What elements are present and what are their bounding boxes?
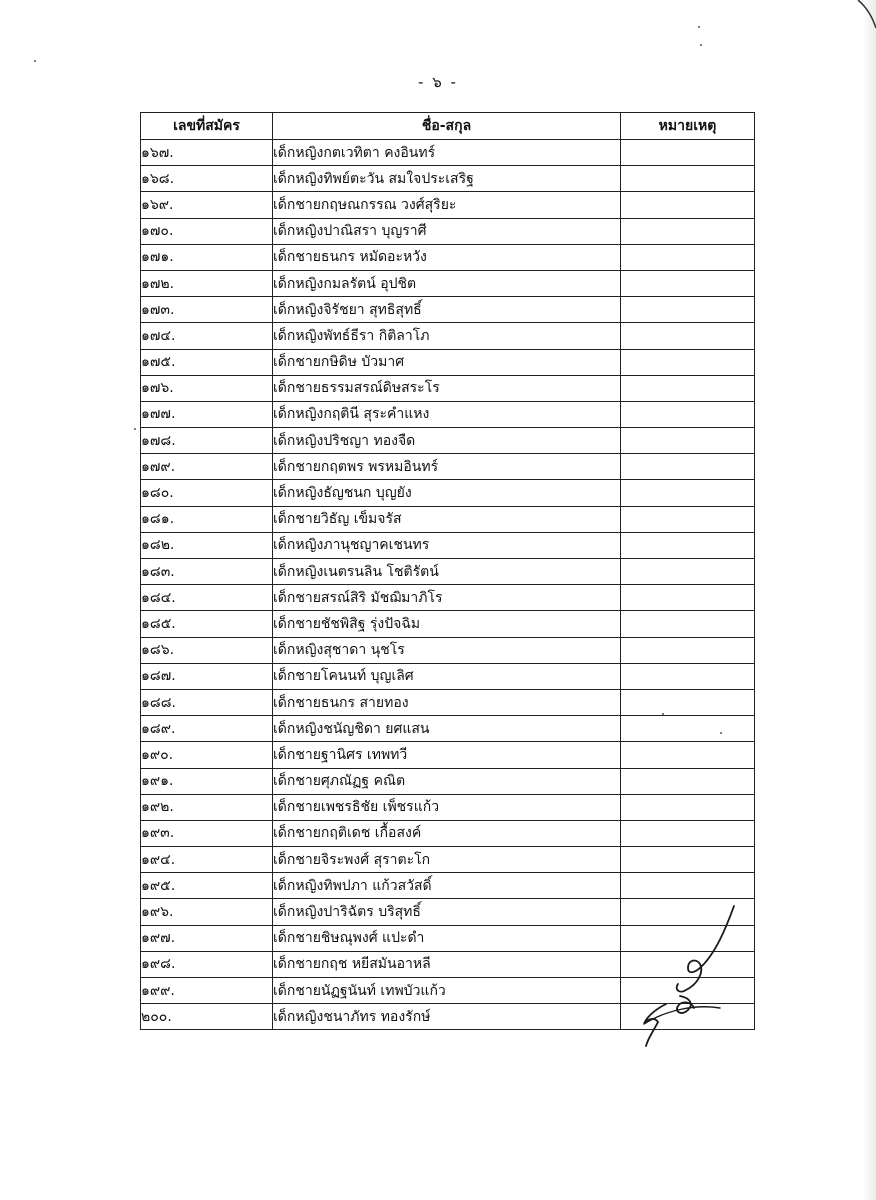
- table-row: [141, 349, 755, 375]
- application-number-cell: ๑๗๒.: [141, 270, 273, 296]
- remarks-cell: [621, 349, 755, 375]
- full-name-cell: เด็กหญิงปริชญา ทองจืด: [273, 428, 621, 454]
- full-name-cell: เด็กหญิงทิพปภา แก้วสวัสดิ์: [273, 873, 621, 899]
- application-number-cell: ๑๘๖.: [141, 637, 273, 663]
- full-name-cell: เด็กชายฐานิศร เทพทวี: [273, 742, 621, 768]
- remarks-cell: [621, 297, 755, 323]
- application-number-cell: ๑๖๗.: [141, 140, 273, 166]
- full-name-cell: เด็กหญิงกมลรัตน์ อุปชิต: [273, 270, 621, 296]
- application-number-cell: ๑๙๙.: [141, 978, 273, 1004]
- full-name-cell: เด็กชายวิธัญ เข็มจรัส: [273, 506, 621, 532]
- remarks-cell: [621, 820, 755, 846]
- table-body: [141, 140, 755, 1030]
- table-row: [141, 663, 755, 689]
- full-name-cell: เด็กหญิงสุชาดา นุชโร: [273, 637, 621, 663]
- application-number-cell: ๒๐๐.: [141, 1004, 273, 1030]
- application-number-cell: ๑๗๗.: [141, 401, 273, 427]
- application-number-cell: ๑๖๘.: [141, 166, 273, 192]
- application-number-cell: ๑๙๖.: [141, 899, 273, 925]
- remarks-cell: [621, 637, 755, 663]
- application-number-cell: ๑๙๒.: [141, 794, 273, 820]
- application-number-cell: ๑๘๔.: [141, 585, 273, 611]
- application-number-cell: ๑๙๐.: [141, 742, 273, 768]
- application-number-cell: ๑๘๓.: [141, 559, 273, 585]
- application-number-cell: ๑๗๘.: [141, 428, 273, 454]
- remarks-cell: [621, 873, 755, 899]
- application-number-cell: ๑๘๑.: [141, 506, 273, 532]
- remarks-cell: [621, 323, 755, 349]
- remarks-cell: [621, 611, 755, 637]
- full-name-cell: เด็กชายกฤตพร พรหมอินทร์: [273, 454, 621, 480]
- full-name-cell: เด็กชายกฤษณกรรณ วงศ์สุริยะ: [273, 192, 621, 218]
- full-name-cell: เด็กหญิงเนตรนลิน โชติรัตน์: [273, 559, 621, 585]
- remarks-cell: [621, 375, 755, 401]
- remarks-cell: [621, 454, 755, 480]
- table-row: [141, 401, 755, 427]
- full-name-cell: เด็กชายนัฏฐนันท์ เทพบัวแก้ว: [273, 978, 621, 1004]
- remarks-cell: [621, 401, 755, 427]
- application-number-cell: ๑๘๒.: [141, 532, 273, 558]
- remarks-cell: [621, 532, 755, 558]
- remarks-cell: [621, 559, 755, 585]
- application-number-cell: ๑๙๕.: [141, 873, 273, 899]
- full-name-cell: เด็กชายชัชพิสิฐ รุ่งปัจฉิม: [273, 611, 621, 637]
- table-row: [141, 218, 755, 244]
- remarks-cell: [621, 585, 755, 611]
- application-number-cell: ๑๗๐.: [141, 218, 273, 244]
- table-row: [141, 794, 755, 820]
- full-name-cell: เด็กหญิงปาณิสรา บุญราศี: [273, 218, 621, 244]
- remarks-cell: [621, 218, 755, 244]
- full-name-cell: เด็กหญิงปาริฉัตร บริสุทธิ์: [273, 899, 621, 925]
- application-number-cell: ๑๘๙.: [141, 716, 273, 742]
- page-corner-mark: [836, 0, 876, 40]
- applicant-table: [140, 112, 755, 1030]
- remarks-cell: [621, 768, 755, 794]
- remarks-cell: [621, 794, 755, 820]
- remarks-cell: [621, 192, 755, 218]
- remarks-cell: [621, 270, 755, 296]
- full-name-cell: เด็กหญิงธัญชนก บุญยัง: [273, 480, 621, 506]
- application-number-cell: ๑๗๕.: [141, 349, 273, 375]
- application-number-cell: ๑๘๗.: [141, 663, 273, 689]
- scan-speck: [698, 26, 700, 28]
- full-name-cell: เด็กหญิงกตเวทิตา คงอินทร์: [273, 140, 621, 166]
- remarks-cell: [621, 742, 755, 768]
- full-name-cell: เด็กหญิงชนาภัทร ทองรักษ์: [273, 1004, 621, 1030]
- remarks-cell: [621, 663, 755, 689]
- table-row: [141, 244, 755, 270]
- table-row: [141, 532, 755, 558]
- header-full-name: ชื่อ-สกุล: [273, 113, 621, 140]
- full-name-cell: เด็กหญิงกฤตินี สุระคำแหง: [273, 401, 621, 427]
- table-row: [141, 820, 755, 846]
- handwritten-signature: [636, 900, 756, 1050]
- application-number-cell: ๑๙๗.: [141, 925, 273, 951]
- application-number-cell: ๑๖๙.: [141, 192, 273, 218]
- header-application-number: เลขที่สมัคร: [141, 113, 273, 140]
- full-name-cell: เด็กชายชิษณุพงศ์ แปะดำ: [273, 925, 621, 951]
- full-name-cell: เด็กหญิงพัทธ์ธีรา กิติลาโภ: [273, 323, 621, 349]
- table-row: [141, 559, 755, 585]
- application-number-cell: ๑๙๘.: [141, 951, 273, 977]
- table-row: [141, 480, 755, 506]
- application-number-cell: ๑๘๘.: [141, 689, 273, 715]
- table-header-row: [141, 113, 755, 140]
- full-name-cell: เด็กหญิงทิพย์ตะวัน สมใจประเสริฐ: [273, 166, 621, 192]
- application-number-cell: ๑๗๓.: [141, 297, 273, 323]
- table-row: [141, 611, 755, 637]
- full-name-cell: เด็กชายศุภณัฏฐ คณิต: [273, 768, 621, 794]
- full-name-cell: เด็กหญิงชนัญชิดา ยศแสน: [273, 716, 621, 742]
- application-number-cell: ๑๙๓.: [141, 820, 273, 846]
- remarks-cell: [621, 244, 755, 270]
- table-row: [141, 166, 755, 192]
- table-row: [141, 297, 755, 323]
- full-name-cell: เด็กชายกษิดิษ บัวมาศ: [273, 349, 621, 375]
- table-row: [141, 716, 755, 742]
- scan-speck: [700, 44, 702, 46]
- application-number-cell: ๑๗๖.: [141, 375, 273, 401]
- page-number: - ๖ -: [418, 73, 458, 91]
- application-number-cell: ๑๗๔.: [141, 323, 273, 349]
- remarks-cell: [621, 166, 755, 192]
- remarks-cell: [621, 716, 755, 742]
- full-name-cell: เด็กชายธรรมสรณ์ดิษสระโร: [273, 375, 621, 401]
- remarks-cell: [621, 506, 755, 532]
- full-name-cell: เด็กชายกฤช หยีสมันอาหลี: [273, 951, 621, 977]
- full-name-cell: เด็กชายจิระพงศ์ สุราตะโก: [273, 847, 621, 873]
- full-name-cell: เด็กชายเพชรธิชัย เพ็ชรแก้ว: [273, 794, 621, 820]
- full-name-cell: เด็กชายสรณ์สิริ มัชฌิมาภิโร: [273, 585, 621, 611]
- full-name-cell: เด็กชายกฤติเดช เกื้อสงค์: [273, 820, 621, 846]
- table-row: [141, 847, 755, 873]
- remarks-cell: [621, 847, 755, 873]
- full-name-cell: เด็กหญิงภานุชญาคเชนทร: [273, 532, 621, 558]
- application-number-cell: ๑๘๕.: [141, 611, 273, 637]
- table-row: [141, 637, 755, 663]
- remarks-cell: [621, 428, 755, 454]
- table-row: [141, 742, 755, 768]
- remarks-cell: [621, 480, 755, 506]
- scan-speck: [134, 428, 136, 430]
- page-edge-shadow: [862, 0, 876, 1200]
- table-row: [141, 323, 755, 349]
- table-row: [141, 375, 755, 401]
- full-name-cell: เด็กหญิงจิรัชยา สุทธิสุทธิ์: [273, 297, 621, 323]
- application-number-cell: ๑๙๔.: [141, 847, 273, 873]
- table-row: [141, 192, 755, 218]
- application-number-cell: ๑๗๙.: [141, 454, 273, 480]
- scan-speck: [34, 60, 36, 62]
- application-number-cell: ๑๙๑.: [141, 768, 273, 794]
- table-row: [141, 506, 755, 532]
- table-row: [141, 270, 755, 296]
- table-row: [141, 768, 755, 794]
- application-number-cell: ๑๗๑.: [141, 244, 273, 270]
- full-name-cell: เด็กชายธนกร หมัดอะหวัง: [273, 244, 621, 270]
- full-name-cell: เด็กชายธนกร สายทอง: [273, 689, 621, 715]
- remarks-cell: [621, 689, 755, 715]
- full-name-cell: เด็กชายโคนนท์ บุญเลิศ: [273, 663, 621, 689]
- table-row: [141, 585, 755, 611]
- table-row: [141, 428, 755, 454]
- table-row: [141, 454, 755, 480]
- application-number-cell: ๑๘๐.: [141, 480, 273, 506]
- header-remarks: หมายเหตุ: [621, 113, 755, 140]
- table-row: [141, 140, 755, 166]
- table-row: [141, 873, 755, 899]
- remarks-cell: [621, 140, 755, 166]
- table-row: [141, 689, 755, 715]
